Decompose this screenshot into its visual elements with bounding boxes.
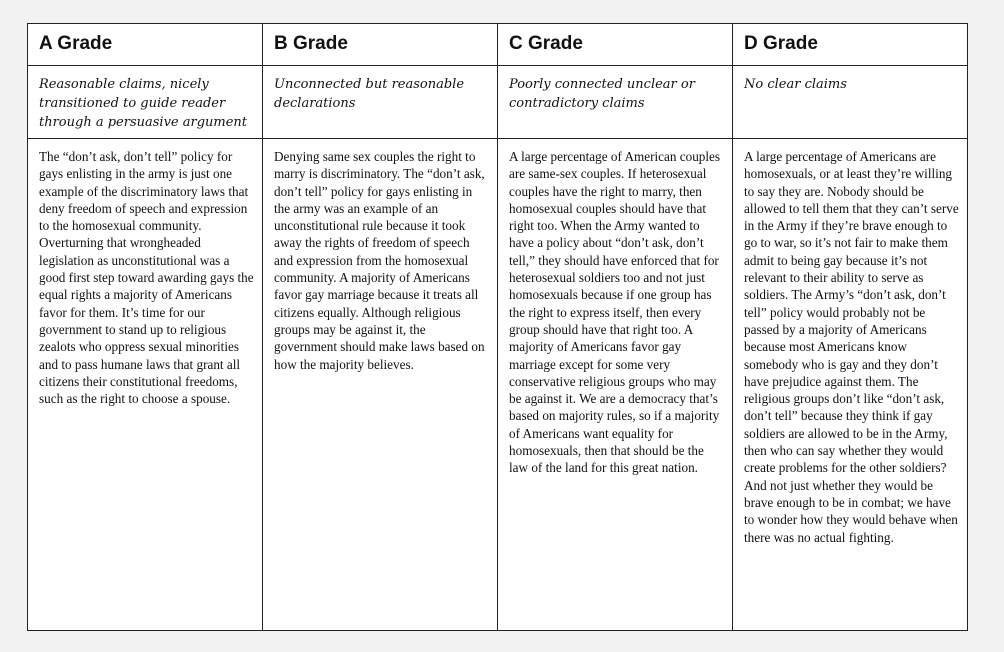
description-a-grade: Reasonable claims, nicely transitioned to guide reader through a persuasive argument: [28, 66, 263, 139]
header-c-grade: C Grade: [498, 24, 733, 66]
description-c-grade: Poorly connected unclear or contradictory claims: [498, 66, 733, 139]
sample-a-grade: The “don’t ask, don’t tell” policy for gays enlisting in the army is just one example of the discriminatory laws that deny freedom of speech and expression to the homosexual community. Overturning that wrongheaded legislation as unconstitutional was a good first step toward awarding gays the equal rights a majority of Americans favor for them. It’s time for our government to stand up to religious zealots who oppress sexual minorities and to pass humane laws that grant all citizens their constitutional freedoms, such as the right to choose a spouse.: [28, 139, 263, 631]
header-row: [28, 24, 968, 66]
header-a-grade: A Grade: [28, 24, 263, 66]
description-b-grade: Unconnected but reasonable declarations: [263, 66, 498, 139]
description-row: [28, 66, 968, 139]
sample-paragraph-row: [28, 139, 968, 631]
description-d-grade: No clear claims: [733, 66, 968, 139]
header-d-grade: D Grade: [733, 24, 968, 66]
grading-rubric-table: [27, 23, 968, 631]
sample-c-grade: A large percentage of American couples are same-sex couples. If heterosexual couples have the right to marry, then homosexual couples should have that right too. When the Army wanted to have a policy about “don’t ask, don’t tell,” they should have enforced that for heterosexual soldiers too and not just homosexuals because if one group has the right to express itself, then every group should have that right too. A majority of Americans favor gay marriage except for some very conservative religious groups who may be against it. We are a democracy that’s based on majority rules, so if a majority of Americans want equality for homosexuals, then that should be the law of the land for this great nation.: [498, 139, 733, 631]
header-b-grade: B Grade: [263, 24, 498, 66]
sample-b-grade: Denying same sex couples the right to marry is discriminatory. The “don’t ask, don’t tell” policy for gays enlisting in the army was an example of an unconstitutional rule because it took away the rights of freedom of speech and expression from the homosexual community. A majority of Americans favor gay marriage because it treats all citizens equally. Although religious groups may be against it, the government should make laws based on how the majority believes.: [263, 139, 498, 631]
sample-d-grade: A large percentage of Americans are homosexuals, or at least they’re willing to say they are. Nobody should be allowed to tell them that they can’t serve in the Army if they’re brave enough to go to war, so it’s not fair to make them admit to being gay because it’s not relevant to their ability to serve as soldiers. The Army’s “don’t ask, don’t tell” policy would probably not be passed by a majority of Americans because most Americans know somebody who is gay and they don’t have prejudice against them. The religious groups don’t like “don’t ask, don’t tell” because they think if gay soldiers are allowed to be in the Army, then who can say whether they would create problems for the other soldiers? And not just whether they would be brave enough to be in combat; we have to wonder how they would behave when there was no actual fighting.: [733, 139, 968, 631]
